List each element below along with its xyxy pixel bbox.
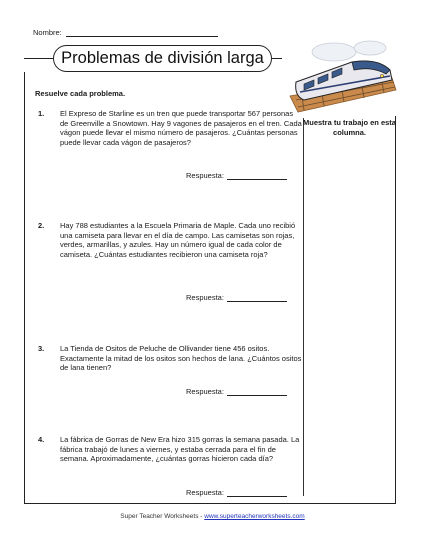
problem-1-answer — [186, 171, 287, 180]
name-field-line[interactable] — [66, 29, 218, 37]
page-title-text: Problemas de división larga — [61, 49, 264, 67]
footer-separator: - — [198, 513, 205, 520]
problem-2-answer — [186, 293, 287, 302]
answer-label: Respuesta: — [186, 293, 224, 302]
footer-link[interactable]: www.superteacherworksheets.com — [204, 513, 305, 520]
answer-label: Respuesta: — [186, 387, 224, 396]
answer-label: Respuesta: — [186, 488, 224, 497]
name-label: Nombre: — [33, 28, 62, 37]
problem-4-text: La fábrica de Gorras de New Era hizo 315 gorras la semana pasada. La fábrica trabajó de lunes a viernes, y estaba cerrada para el fin de semana. Aproximadamente, ¿cuántas gorras hicieron cada día? — [60, 435, 300, 463]
problem-3-number: 3. — [38, 344, 45, 353]
problem-2-text: Hay 788 estudiantes a la Escuela Primaria de Maple. Cada uno recibió una camiseta para llevar en el día de campo. Las camisetas son rojas, verdes, armarillas, y azules. Hay un número igual de cada color de camiseta. ¿Cuántas estudiantes recibieron una camiseta roja? — [60, 221, 296, 259]
title-rule-left — [24, 58, 53, 59]
instructions: Resuelve cada problema. — [35, 89, 126, 98]
problem-3-answer — [186, 387, 287, 396]
problem-4-answer — [186, 488, 287, 497]
answer-field-4[interactable] — [227, 489, 287, 497]
answer-field-1[interactable] — [227, 172, 287, 180]
answer-label: Respuesta: — [186, 171, 224, 180]
problem-2-number: 2. — [38, 221, 45, 230]
page-title — [53, 45, 272, 72]
answer-field-3[interactable] — [227, 388, 287, 396]
train-illustration — [282, 30, 398, 116]
problem-1-text: El Expreso de Starline es un tren que puede transportar 567 personas de Greenville a Snowtown. Hay 9 vagones de pasajeros en el tren. Cada vágon puede llevar el mismo número de pasajeros. ¿Cuántas personas puede llevar cada vágon de pasajeros? — [60, 109, 302, 147]
problem-4-number: 4. — [38, 435, 45, 444]
problem-3-text: La Tienda de Ositos de Peluche de Ollivander tiene 456 ositos. Exactamente la mitad de los ositos son hechos de lana. ¿Cuántos ositos de lana tienen? — [60, 344, 302, 372]
answer-field-2[interactable] — [227, 294, 287, 302]
train-icon — [282, 30, 398, 116]
footer — [0, 513, 425, 520]
work-column-note: Muestra tu trabajo en esta columna. — [303, 118, 396, 137]
problem-1-number: 1. — [38, 109, 45, 118]
footer-brand: Super Teacher Worksheets — [120, 513, 199, 520]
name-row — [33, 28, 218, 37]
work-column-divider — [303, 118, 304, 496]
